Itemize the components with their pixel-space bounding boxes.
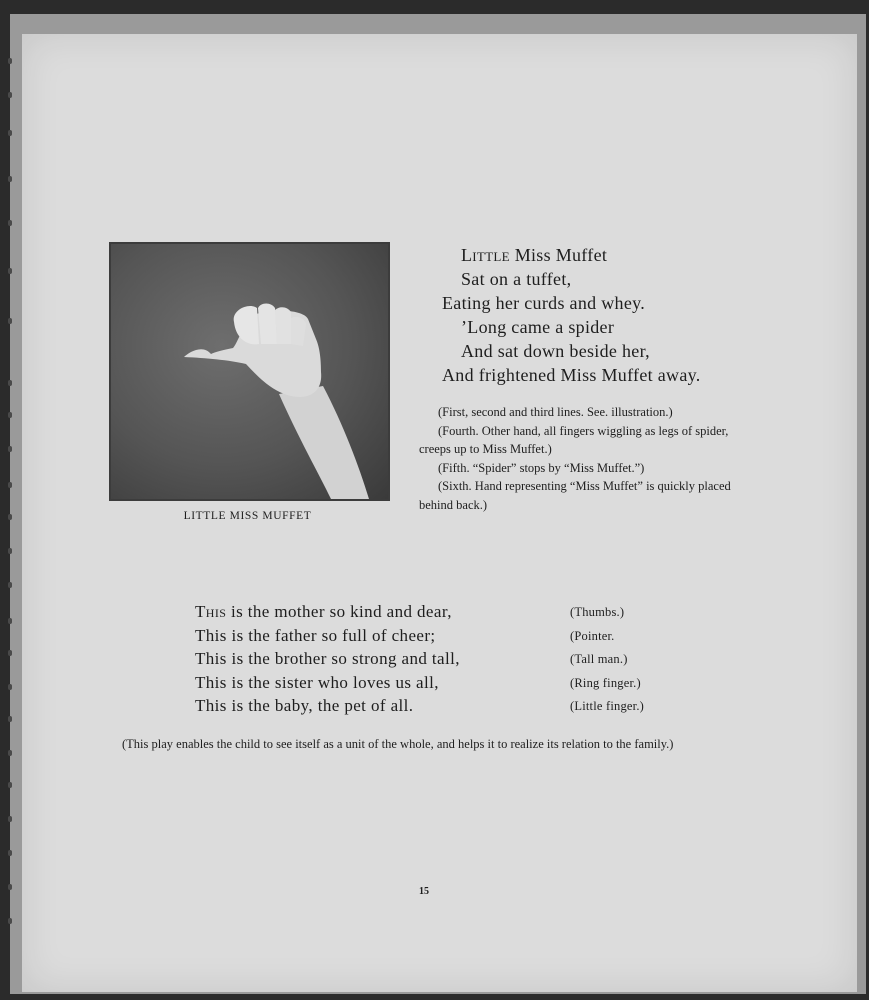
finger-cue: (Little finger.) — [570, 699, 645, 713]
hand-gesture-photo — [109, 242, 390, 501]
book-board — [10, 14, 866, 994]
gesture-instructions — [419, 403, 739, 514]
poem-line: Eating her curds and whey. — [442, 293, 646, 313]
poem-first-word: Little — [461, 245, 510, 265]
poem-first-word: This — [195, 602, 227, 621]
poem-line: And frightened Miss Muffet away. — [442, 365, 701, 385]
finger-cue: (Tall man.) — [570, 652, 628, 666]
poem-line: Sat on a tuffet, — [461, 269, 572, 289]
poem-line: ’Long came a spider — [461, 317, 615, 337]
page-number: 15 — [419, 886, 429, 897]
binding-stitches — [0, 0, 18, 1000]
poem-family-fingers — [195, 600, 665, 718]
finger-cue: (Ring finger.) — [570, 675, 641, 690]
poem-line: This is the father so full of cheer; (Pointer. — [195, 624, 665, 648]
instruction-note: (Sixth. Hand representing “Miss Muffet” is quickly placed behind back.) — [419, 479, 731, 512]
poem-line: This is the sister who loves us all, (Ring finger.) — [195, 671, 665, 695]
book-page — [22, 34, 857, 992]
poem-line: This is the mother so kind and dear, (Thumbs.) — [195, 600, 665, 624]
photo-caption: LITTLE MISS MUFFET — [183, 510, 312, 522]
finger-cue: (Pointer. — [570, 628, 615, 643]
poem-little-miss-muffet — [442, 243, 701, 387]
instruction-note: (First, second and third lines. See. illustration.) — [438, 405, 673, 419]
hand-illustration — [111, 244, 388, 499]
poem-line: This is the baby, the pet of all. (Little finger.) — [195, 694, 665, 718]
poem-line: This is the brother so strong and tall, (Tall man.) — [195, 647, 665, 671]
instruction-note: (Fifth. “Spider” stops by “Miss Muffet.”) — [438, 460, 645, 475]
instruction-note: (Fourth. Other hand, all fingers wiggling as legs of spider, creeps up to Miss Muffet.) — [419, 423, 729, 456]
play-footnote: (This play enables the child to see itself as a unit of the whole, and helps it to realize its relation to the family.) — [122, 737, 674, 751]
poem-line: Little Miss Muffet — [461, 245, 608, 265]
poem-line: And sat down beside her, — [461, 341, 650, 361]
finger-cue: (Thumbs.) — [570, 605, 625, 619]
